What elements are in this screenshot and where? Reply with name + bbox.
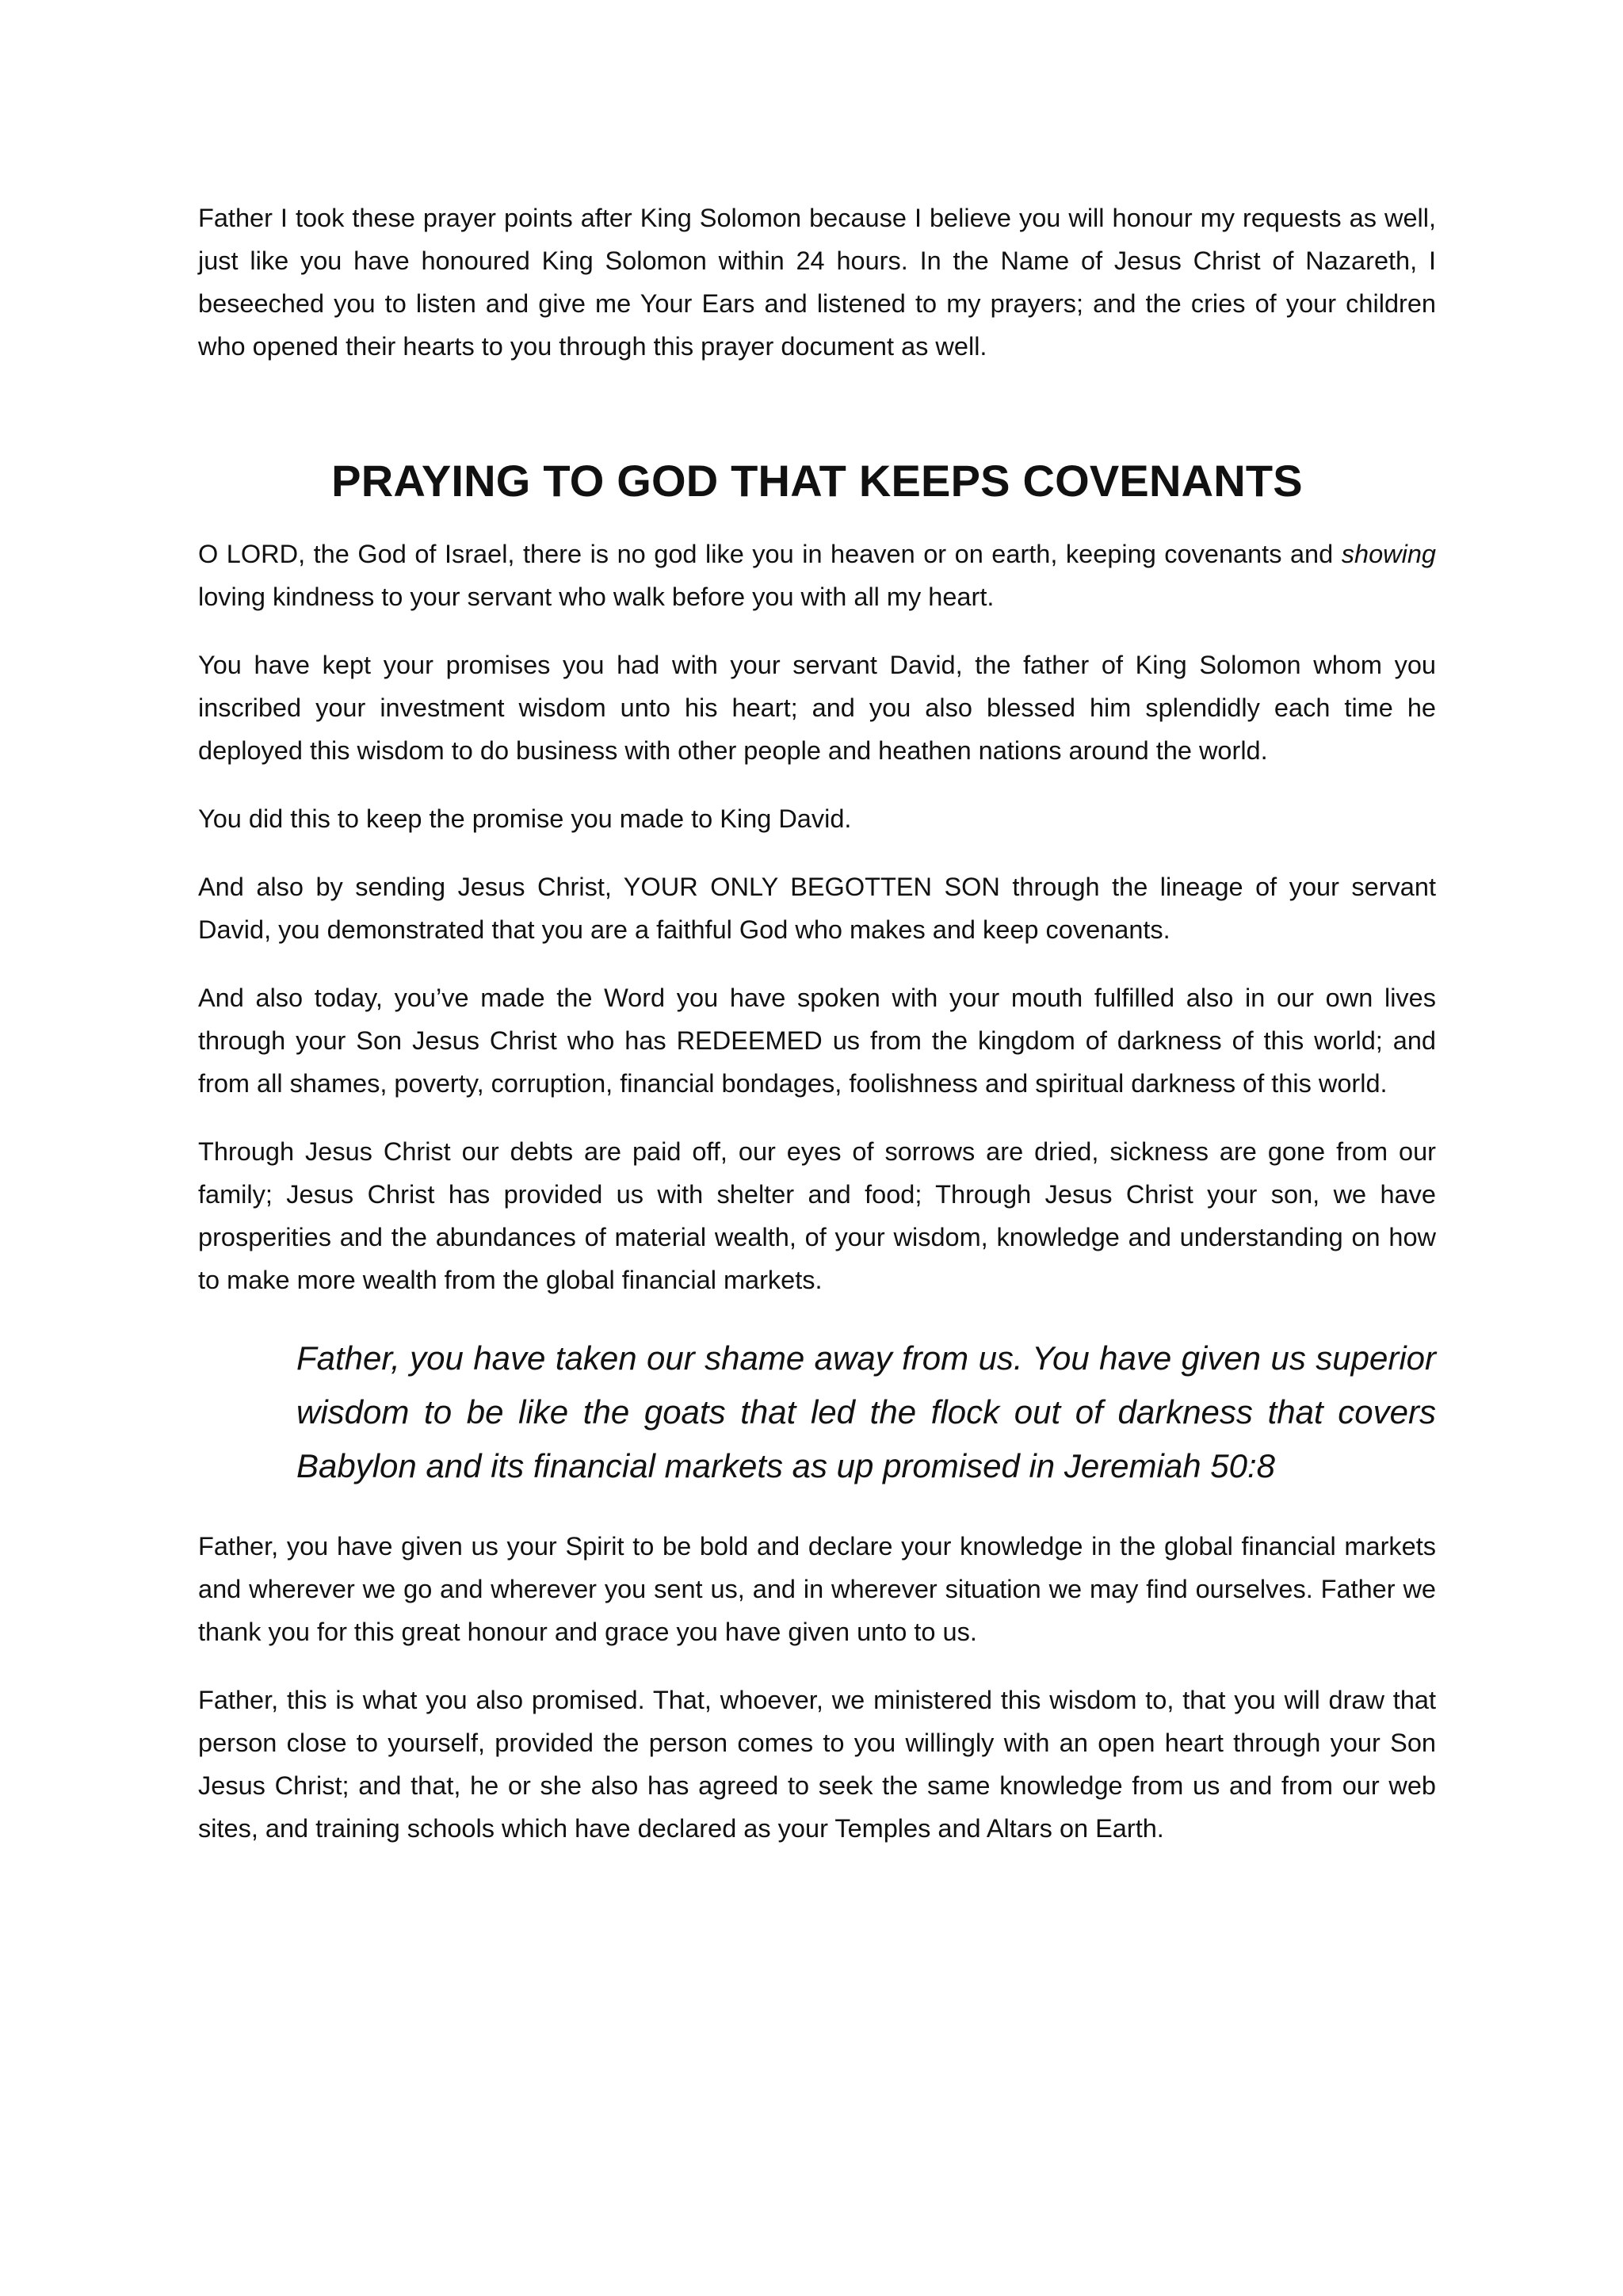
emphasis-showing: showing [1341, 540, 1436, 568]
paragraph-promise-whoever: Father, this is what you also promised. That, whoever, we ministered this wisdom to, that you will draw that person close to yourself, provided the person comes to you willingly with an open heart through your Son Jesus Christ; and that, he or she also has agreed to seek the same knowledge from us and from our web sites, and training schools which have declared as your Temples and Altars on Earth. [198, 1686, 1436, 1843]
paragraph-spirit-bold: Father, you have given us your Spirit to be bold and declare your knowledge in the global financial markets and wherever we go and wherever you sent us, and in wherever situation we may find ourselves. Father we thank you for this great honour and grace you have given unto to us. [198, 1532, 1436, 1646]
block-quote: Father, you have taken our shame away from us. You have given us superior wisdom to be like the goats that led the flock out of darkness that covers Babylon and its financial markets as up promised in Jeremiah 50:8 [296, 1339, 1436, 1484]
section-heading: PRAYING TO GOD THAT KEEPS COVENANTS [331, 456, 1303, 506]
paragraph-covenant [198, 533, 1436, 618]
intro-paragraph: Father I took these prayer points after King Solomon because I believe you will honour my requests as well, just like you have honoured King Solomon within 24 hours. In the Name of Jesus Christ of Nazareth, I beseeched you to listen and give me Your Ears and listened to my prayers; and the cries of your children who opened their hearts to you through this prayer document as well. [198, 204, 1436, 361]
paragraph-covenant-end: loving kindness to your servant who walk before you with all my heart. [198, 583, 995, 611]
paragraph-promises-david: You have kept your promises you had with your servant David, the father of King Solomon whom you inscribed your investment wisdom unto his heart; and you also blessed him splendidly each time he deployed this wisdom to do business with other people and heathen nations around the world. [198, 651, 1436, 765]
paragraph-debts-paid: Through Jesus Christ our debts are paid off, our eyes of sorrows are dried, sickness are gone from our family; Jesus Christ has provided us with shelter and food; Through Jesus Christ your son, we have prosperities and the abundances of material wealth, of your wisdom, knowledge and understanding on how to make more wealth from the global financial markets. [198, 1137, 1436, 1294]
document-page [198, 197, 1436, 1850]
paragraph-promise-king-david: You did this to keep the promise you made to King David. [198, 804, 852, 833]
paragraph-begotten-son: And also by sending Jesus Christ, YOUR ONLY BEGOTTEN SON through the lineage of your servant David, you demonstrated that you are a faithful God who makes and keep covenants. [198, 873, 1436, 944]
paragraph-covenant-start: O LORD, the God of Israel, there is no god like you in heaven or on earth, keeping covenants and [198, 540, 1342, 568]
paragraph-redeemed: And also today, you’ve made the Word you have spoken with your mouth fulfilled also in our own lives through your Son Jesus Christ who has REDEEMED us from the kingdom of darkness of this world; and from all shames, poverty, corruption, financial bondages, foolishness and spiritual darkness of this world. [198, 984, 1436, 1098]
